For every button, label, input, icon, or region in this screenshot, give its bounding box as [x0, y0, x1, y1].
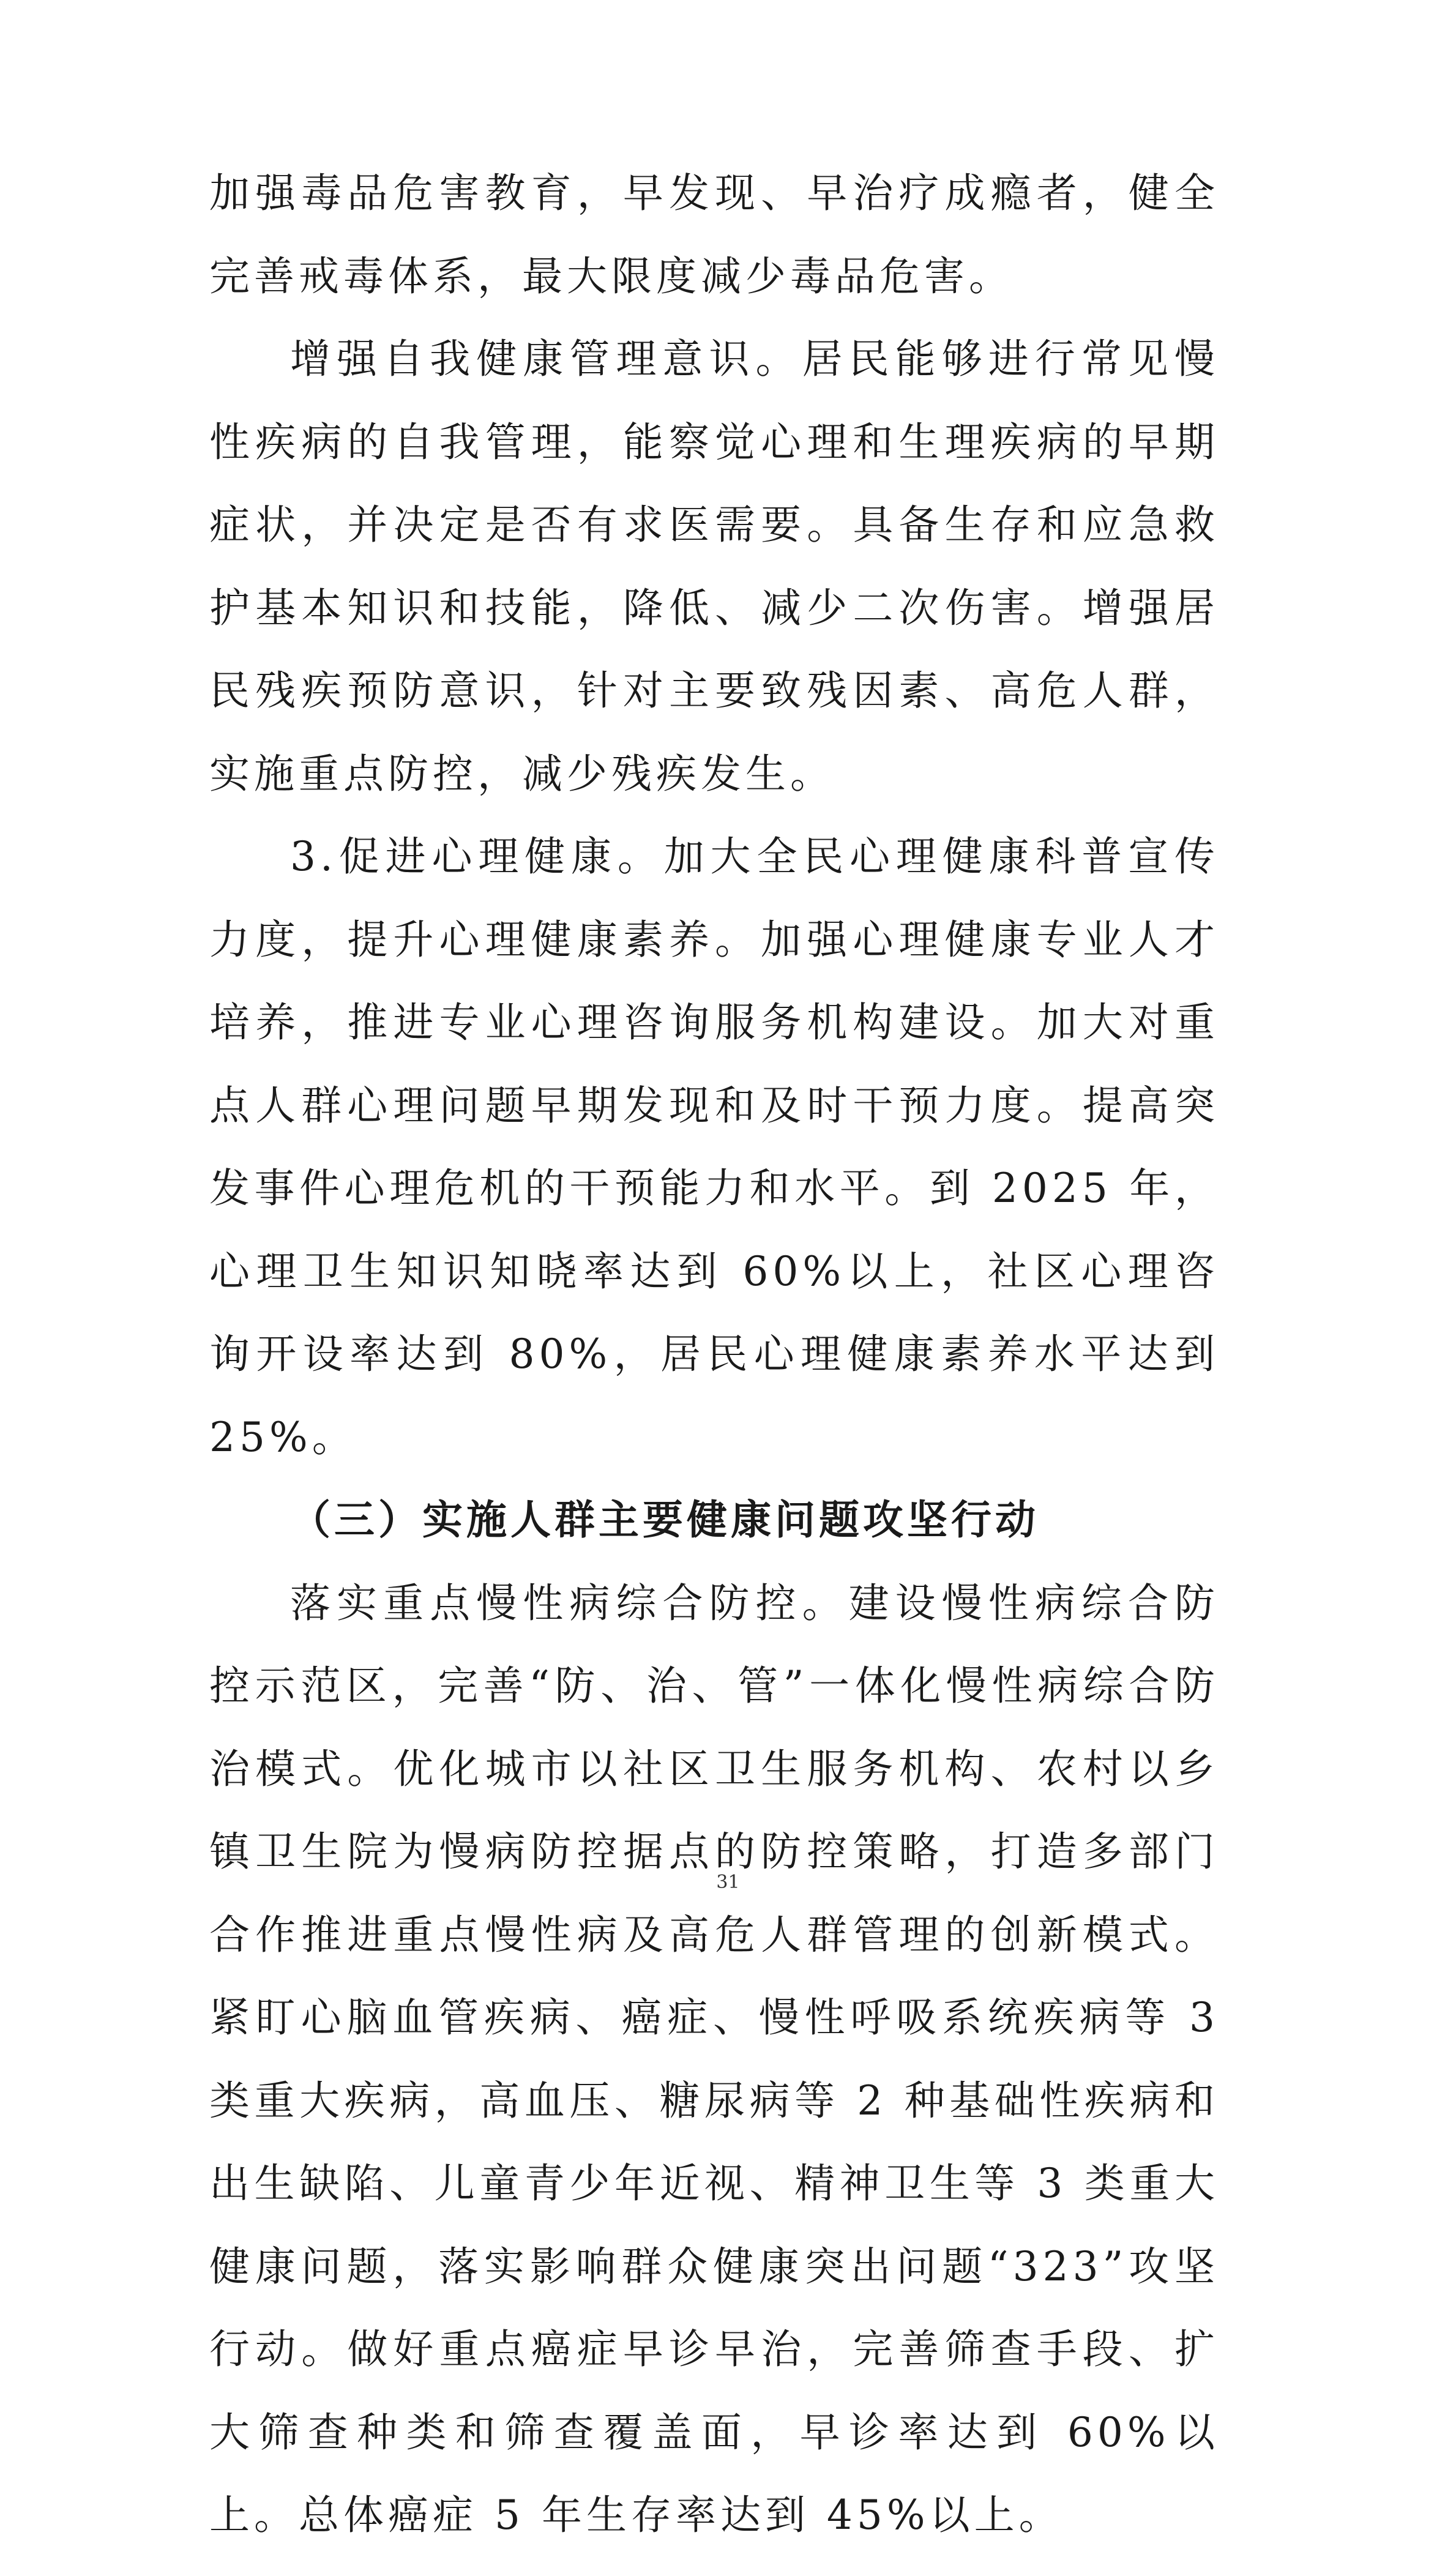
paragraph-mental-health: 3.促进心理健康。加大全民心理健康科普宣传力度，提升心理健康素养。加强心理健康专业人才培养，推进专业心理咨询服务机构建设。加大对重点人群心理问题早期发现和及时干预力度。提高突发事件心理危机的干预能力和水平。到 2025 年，心理卫生知识知晓率达到 60%以上，社区心理咨询开设率达到 80%，居民心理健康素养水平达到 25%。: [209, 833, 1219, 1461]
paragraph-chronic-disease-control: 落实重点慢性病综合防控。建设慢性病综合防控示范区，完善“防、治、管”一体化慢性病综合防治模式。优化城市以社区卫生服务机构、农村以乡镇卫生院为慢病防控据点的防控策略，打造多部门合作推进重点慢性病及高危人群管理的创新模式。紧盯心脑血管疾病、癌症、慢性呼吸系统疾病等 3 类重大疾病，高血压、糖尿病等 2 种基础性疾病和出生缺陷、儿童青少年近视、精神卫生等 3 类重大健康问题，落实影响群众健康突出问题“323”攻坚行动。做好重点癌症早诊早治，完善筛查手段、扩大筛查种类和筛查覆盖面，早诊率达到 60%以上。总体癌症 5 年生存率达到 45%以上。: [209, 1579, 1219, 2539]
section-heading-health-actions: （三）实施人群主要健康问题攻坚行动: [290, 1496, 1039, 1544]
document-body: [209, 152, 1219, 2557]
page-number: 31: [716, 1872, 740, 1893]
paragraph-self-health-management: 增强自我健康管理意识。居民能够进行常见慢性疾病的自我管理，能察觉心理和生理疾病的早期症状，并决定是否有求医需要。具备生存和应急救护基本知识和技能，降低、减少二次伤害。增强居民残疾预防意识，针对主要致残因素、高危人群，实施重点防控，减少残疾发生。: [209, 335, 1219, 797]
paragraph-drug-harm-education: 加强毒品危害教育，早发现、早治疗成瘾者，健全完善戒毒体系，最大限度减少毒品危害。: [209, 170, 1219, 300]
